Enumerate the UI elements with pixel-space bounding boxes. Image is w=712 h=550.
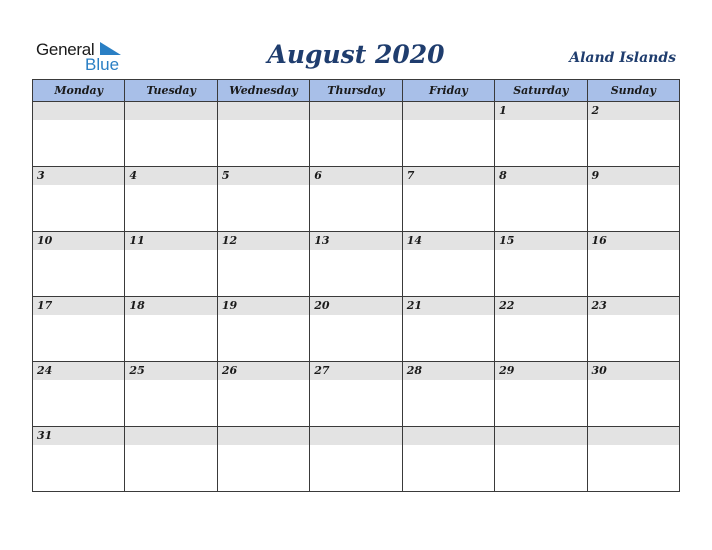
day-cell xyxy=(310,427,402,492)
day-cell xyxy=(587,362,679,427)
day-cell xyxy=(310,102,402,167)
day-number: 8 xyxy=(495,167,586,185)
weekday-monday: Monday xyxy=(33,80,125,102)
day-cell xyxy=(402,167,494,232)
day-number: 22 xyxy=(495,297,586,315)
logo-text-blue: Blue xyxy=(85,55,120,74)
day-cell xyxy=(217,362,309,427)
logo-text-general: General xyxy=(36,40,95,59)
week-row xyxy=(33,232,680,297)
day-number: 7 xyxy=(403,167,494,185)
day-cell xyxy=(33,362,125,427)
day-number xyxy=(218,102,309,120)
week-row xyxy=(33,362,680,427)
day-number xyxy=(588,427,679,445)
day-cell xyxy=(587,427,679,492)
day-cell xyxy=(125,167,217,232)
day-cell xyxy=(495,297,587,362)
day-cell xyxy=(402,232,494,297)
day-cell xyxy=(495,427,587,492)
day-cell xyxy=(495,167,587,232)
day-number: 26 xyxy=(218,362,309,380)
day-cell xyxy=(495,232,587,297)
day-cell xyxy=(125,427,217,492)
day-number: 12 xyxy=(218,232,309,250)
day-cell xyxy=(402,427,494,492)
day-cell xyxy=(217,297,309,362)
day-number: 19 xyxy=(218,297,309,315)
day-number: 18 xyxy=(125,297,216,315)
calendar-title: August 2020 xyxy=(267,40,445,69)
day-number: 17 xyxy=(33,297,124,315)
day-number: 11 xyxy=(125,232,216,250)
week-row xyxy=(33,167,680,232)
day-cell xyxy=(402,297,494,362)
day-number: 14 xyxy=(403,232,494,250)
weekday-thursday: Thursday xyxy=(310,80,402,102)
day-cell xyxy=(125,102,217,167)
day-cell xyxy=(33,167,125,232)
day-number: 3 xyxy=(33,167,124,185)
weekday-friday: Friday xyxy=(402,80,494,102)
day-number: 23 xyxy=(588,297,679,315)
day-cell xyxy=(495,102,587,167)
day-number xyxy=(403,102,494,120)
day-cell xyxy=(217,427,309,492)
day-cell xyxy=(495,362,587,427)
day-number: 31 xyxy=(33,427,124,445)
day-cell xyxy=(33,102,125,167)
day-cell xyxy=(217,102,309,167)
calendar-grid xyxy=(32,79,680,492)
weekday-header-row xyxy=(33,80,680,102)
day-number: 13 xyxy=(310,232,401,250)
day-number: 30 xyxy=(588,362,679,380)
week-row xyxy=(33,427,680,492)
day-number: 2 xyxy=(588,102,679,120)
day-number xyxy=(125,102,216,120)
day-cell xyxy=(402,362,494,427)
weekday-wednesday: Wednesday xyxy=(217,80,309,102)
day-cell xyxy=(587,102,679,167)
day-number: 6 xyxy=(310,167,401,185)
day-cell xyxy=(310,232,402,297)
week-row xyxy=(33,102,680,167)
day-cell xyxy=(33,427,125,492)
day-cell xyxy=(402,102,494,167)
day-number: 27 xyxy=(310,362,401,380)
day-number: 9 xyxy=(588,167,679,185)
day-number: 1 xyxy=(495,102,586,120)
day-number xyxy=(310,427,401,445)
day-number: 10 xyxy=(33,232,124,250)
day-number: 4 xyxy=(125,167,216,185)
day-cell xyxy=(217,232,309,297)
day-cell xyxy=(587,167,679,232)
week-row xyxy=(33,297,680,362)
day-cell xyxy=(310,362,402,427)
day-number: 15 xyxy=(495,232,586,250)
weekday-sunday: Sunday xyxy=(587,80,679,102)
day-number xyxy=(218,427,309,445)
day-cell xyxy=(33,297,125,362)
day-cell xyxy=(217,167,309,232)
day-number: 16 xyxy=(588,232,679,250)
day-number: 29 xyxy=(495,362,586,380)
day-number xyxy=(33,102,124,120)
day-number: 28 xyxy=(403,362,494,380)
day-number xyxy=(495,427,586,445)
day-number xyxy=(125,427,216,445)
day-cell xyxy=(310,167,402,232)
day-number: 25 xyxy=(125,362,216,380)
day-cell xyxy=(587,232,679,297)
day-number: 20 xyxy=(310,297,401,315)
day-cell xyxy=(125,232,217,297)
day-cell xyxy=(125,297,217,362)
day-number xyxy=(310,102,401,120)
day-cell xyxy=(587,297,679,362)
day-cell xyxy=(33,232,125,297)
day-cell xyxy=(125,362,217,427)
day-number: 21 xyxy=(403,297,494,315)
region-label: Aland Islands xyxy=(569,50,676,66)
weekday-tuesday: Tuesday xyxy=(125,80,217,102)
weekday-saturday: Saturday xyxy=(495,80,587,102)
day-number xyxy=(403,427,494,445)
day-cell xyxy=(310,297,402,362)
day-number: 24 xyxy=(33,362,124,380)
day-number: 5 xyxy=(218,167,309,185)
